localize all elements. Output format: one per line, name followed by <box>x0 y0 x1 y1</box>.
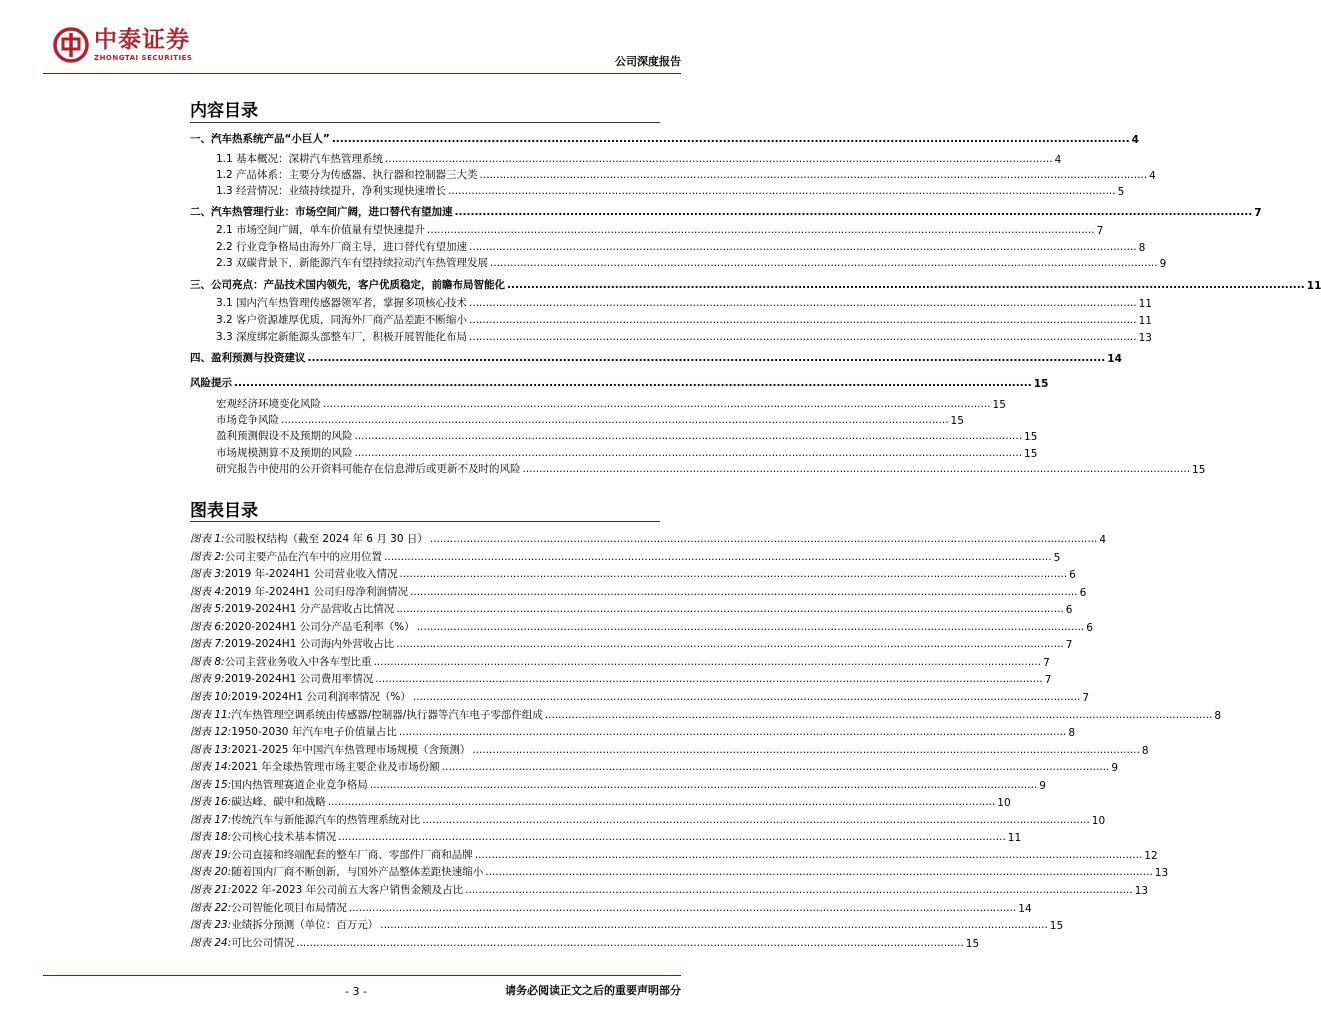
figure-page-number: 10 <box>997 797 1011 809</box>
figure-title-text: 2021-2025 年中国汽车热管理市场规模（含预测） <box>231 744 471 756</box>
figure-title-text: 2019 年-2024H1 公司归母净利润情况 <box>224 586 409 598</box>
figure-title-text: 2019 年-2024H1 公司营业收入情况 <box>224 568 398 580</box>
toc-page-number: 8 <box>1138 242 1146 254</box>
page-header <box>0 0 724 75</box>
figure-entry[interactable] <box>190 689 1090 704</box>
page-number: - 3 - <box>345 985 367 998</box>
figure-page-number: 15 <box>965 938 980 950</box>
figure-page-number: 7 <box>1043 657 1050 669</box>
figure-page-number: 4 <box>1099 534 1107 546</box>
figure-label: 图表 1: <box>190 533 225 545</box>
figure-label: 图表 8: <box>190 656 225 668</box>
figure-entry[interactable] <box>190 829 1022 844</box>
toc-leader-dots: ........................................................................................................................................................................................................ <box>307 352 1106 364</box>
toc-subentry[interactable] <box>216 295 1152 310</box>
toc-page-number: 14 <box>1107 353 1122 365</box>
figure-title-text: 公司智能化项目布局情况 <box>231 902 347 914</box>
toc-page-number: 15 <box>1033 378 1049 390</box>
toc-leader-dots: ........................................................................................................................................................................................................ <box>479 169 1148 181</box>
figure-entry[interactable] <box>190 654 1050 669</box>
toc-subentry[interactable] <box>216 445 1038 460</box>
toc-subentry[interactable] <box>216 396 1006 411</box>
figure-title-text: 2019-2024H1 分产品营收占比情况 <box>224 603 395 615</box>
header-divider <box>43 73 681 74</box>
figure-leader-dots: ........................................................................................................................................................................................................ <box>412 691 1081 703</box>
figure-label: 图表 23: <box>190 919 232 931</box>
toc-page-number: 15 <box>1192 464 1206 476</box>
figure-label: 图表 22: <box>190 902 232 914</box>
toc-entry-text: 2.3 双碳背景下，新能源汽车有望持续拉动汽车热管理发展 <box>216 257 489 269</box>
figure-leader-dots: ........................................................................................................................................................................................................ <box>348 902 1017 914</box>
figure-leader-dots: ........................................................................................................................................................................................................ <box>399 568 1068 580</box>
figure-title-text: 2022 年-2023 年公司前五大客户销售金额及占比 <box>231 884 464 896</box>
figure-title-text: 1950-2030 年汽车电子价值量占比 <box>231 726 397 738</box>
figure-label: 图表 21: <box>190 884 232 896</box>
toc-entry-text: 1.1 基本概况：深耕汽车热管理系统 <box>216 153 384 165</box>
toc-entry-text: 宏观经济环境变化风险 <box>216 398 321 410</box>
toc-entry-text: 研究报告中使用的公开资料可能存在信息滞后或更新不及时的风险 <box>216 463 521 475</box>
figure-title-text: 公司直接和终端配套的整车厂商、零部件厂商和品牌 <box>231 849 473 861</box>
figure-entry[interactable] <box>190 724 1076 739</box>
figure-title-text: 2019-2024H1 公司海内外营收占比 <box>224 638 395 650</box>
toc-subentry[interactable] <box>216 428 1038 443</box>
figure-entry[interactable] <box>190 636 1073 651</box>
figure-leader-dots: ........................................................................................................................................................................................................ <box>410 586 1078 598</box>
toc-subentry[interactable] <box>216 312 1152 327</box>
toc-page-number: 11 <box>1138 315 1152 327</box>
toc-heading-entry[interactable] <box>190 277 1321 292</box>
toc-subentry[interactable] <box>216 461 1206 476</box>
figure-entry[interactable] <box>190 935 980 950</box>
toc-page-number: 15 <box>992 399 1006 411</box>
zhongtai-logo-icon <box>53 27 89 63</box>
toc-leader-dots: ........................................................................................................................................................................................................ <box>385 153 1053 165</box>
toc-heading-entry[interactable] <box>190 131 1139 146</box>
figure-leader-dots: ........................................................................................................................................................................................................ <box>369 779 1038 791</box>
figure-leader-dots: ........................................................................................................................................................................................................ <box>416 621 1085 633</box>
figure-page-number: 9 <box>1111 762 1119 774</box>
toc-entry-text: 2.1 市场空间广阔，单车价值量有望快速提升 <box>216 224 426 236</box>
figure-leader-dots: ........................................................................................................................................................................................................ <box>327 796 996 808</box>
company-logo <box>53 27 192 63</box>
toc-leader-dots: ........................................................................................................................................................................................................ <box>469 297 1137 309</box>
footer-divider <box>43 975 681 976</box>
figure-leader-dots: ........................................................................................................................................................................................................ <box>474 849 1143 861</box>
toc-leader-dots: ........................................................................................................................................................................................................ <box>281 414 949 426</box>
toc-entry-text: 1.2 产品体系：主要分为传感器、执行器和控制器三大类 <box>216 169 478 181</box>
figure-leader-dots: ........................................................................................................................................................................................................ <box>485 866 1153 878</box>
toc-page-number: 7 <box>1254 207 1262 219</box>
figure-leader-dots: ........................................................................................................................................................................................................ <box>398 726 1067 738</box>
figure-page-number: 8 <box>1214 710 1222 722</box>
toc-entry-text: 四、盈利预测与投资建议 <box>190 352 306 364</box>
toc-entry-text: 市场规模测算不及预期的风险 <box>216 447 353 459</box>
figure-page-number: 7 <box>1044 674 1052 686</box>
toc-entry-text: 三、公司亮点：产品技术国内领先，客户优质稳定，前瞻布局智能化 <box>190 279 505 291</box>
figure-title-text: 2019-2024H1 公司费用率情况 <box>224 673 374 685</box>
figure-entry[interactable] <box>190 812 1106 827</box>
toc-entry-text: 3.3 深度绑定新能源头部整车厂，积极开展智能化布局 <box>216 331 468 343</box>
toc-page-number: 15 <box>1024 431 1038 443</box>
toc-entry-text: 3.1 国内汽车热管理传感器领军者，掌握多项核心技术 <box>216 297 468 309</box>
toc-leader-dots: ........................................................................................................................................................................................................ <box>469 314 1137 326</box>
toc-page-number: 7 <box>1096 225 1104 237</box>
figure-entry[interactable] <box>190 584 1087 599</box>
contents-title-divider <box>190 122 660 123</box>
figure-title-text: 公司主要产品在汽车中的应用位置 <box>224 551 383 563</box>
figure-leader-dots: ........................................................................................................................................................................................................ <box>396 638 1064 650</box>
figure-page-number: 6 <box>1065 604 1073 616</box>
figure-leader-dots: ........................................................................................................................................................................................................ <box>373 656 1042 668</box>
figure-leader-dots: ........................................................................................................................................................................................................ <box>441 761 1110 773</box>
figure-entry[interactable] <box>190 847 1158 862</box>
figure-leader-dots: ........................................................................................................................................................................................................ <box>396 603 1064 615</box>
figure-page-number: 15 <box>1049 920 1064 932</box>
figure-label: 图表 4: <box>190 586 225 598</box>
toc-leader-dots: ........................................................................................................................................................................................................ <box>448 185 1116 197</box>
toc-page-number: 4 <box>1131 134 1139 146</box>
figure-title-text: 可比公司情况 <box>231 937 295 949</box>
toc-subentry[interactable] <box>216 222 1104 237</box>
figure-entry[interactable] <box>190 917 1064 932</box>
figure-label: 图表 2: <box>190 551 225 563</box>
figure-page-number: 8 <box>1068 727 1076 739</box>
figure-title-text: 汽车热管理空调系统由传感器/控制器/执行器等汽车电子零部件组成 <box>231 709 543 721</box>
toc-subentry[interactable] <box>216 255 1167 270</box>
figure-title-text: 传统汽车与新能源汽车的热管理系统对比 <box>231 814 421 826</box>
toc-leader-dots: ........................................................................................................................................................................................................ <box>323 398 991 410</box>
toc-leader-dots: ........................................................................................................................................................................................................ <box>507 279 1305 291</box>
figure-entry[interactable] <box>190 864 1169 879</box>
figure-label: 图表 19: <box>190 849 232 861</box>
figure-label: 图表 24: <box>190 937 232 949</box>
figure-label: 图表 5: <box>190 603 225 615</box>
figures-title: 图表目录 <box>190 501 258 521</box>
figure-entry[interactable] <box>190 601 1073 616</box>
toc-subentry[interactable] <box>216 412 964 427</box>
toc-leader-dots: ........................................................................................................................................................................................................ <box>490 257 1158 269</box>
figure-title-text: 随着国内厂商不断创新，与国外产品整体差距快速缩小 <box>231 866 484 878</box>
toc-entry-text: 3.2 客户资源雄厚优质，同海外厂商产品差距不断缩小 <box>216 314 468 326</box>
figure-leader-dots: ........................................................................................................................................................................................................ <box>422 814 1090 826</box>
figure-title-text: 公司主营业务收入中各车型比重 <box>224 656 372 668</box>
figure-leader-dots: ........................................................................................................................................................................................................ <box>338 831 1006 843</box>
toc-heading-entry[interactable] <box>190 204 1262 219</box>
figure-leader-dots: ........................................................................................................................................................................................................ <box>380 919 1048 931</box>
figure-leader-dots: ........................................................................................................................................................................................................ <box>465 884 1133 896</box>
toc-page-number: 11 <box>1138 298 1152 310</box>
figure-label: 图表 6: <box>190 621 225 633</box>
figure-page-number: 14 <box>1018 903 1032 915</box>
figure-leader-dots: ........................................................................................................................................................................................................ <box>375 673 1043 685</box>
toc-page-number: 5 <box>1117 186 1125 198</box>
toc-leader-dots: ........................................................................................................................................................................................................ <box>427 224 1095 236</box>
figures-title-divider <box>190 521 660 522</box>
toc-entry-text: 1.3 经营情况：业绩持续提升，净利实现快速增长 <box>216 185 447 197</box>
figure-label: 图表 9: <box>190 673 225 685</box>
figure-page-number: 10 <box>1091 815 1106 827</box>
toc-leader-dots: ........................................................................................................................................................................................................ <box>354 430 1023 442</box>
figure-page-number: 12 <box>1144 850 1158 862</box>
figure-leader-dots: ........................................................................................................................................................................................................ <box>384 551 1052 563</box>
toc-page-number: 15 <box>1024 448 1038 460</box>
figure-label: 图表 20: <box>190 866 232 878</box>
figure-label: 图表 10: <box>190 691 232 703</box>
toc-subentry[interactable] <box>216 167 1156 182</box>
figure-page-number: 8 <box>1141 745 1149 757</box>
toc-subentry[interactable] <box>216 329 1152 344</box>
figure-title-text: 2021 年全球热管理市场主要企业及市场份额 <box>231 761 440 773</box>
figure-entry[interactable] <box>190 900 1032 915</box>
figure-label: 图表 17: <box>190 814 232 826</box>
figure-entry[interactable] <box>190 619 1093 634</box>
toc-entry-text: 市场竞争风险 <box>216 414 279 426</box>
toc-entry-text: 二、汽车热管理行业：市场空间广阔，进口替代有望加速 <box>190 206 453 218</box>
figure-label: 图表 14: <box>190 761 232 773</box>
toc-leader-dots: ........................................................................................................................................................................................................ <box>522 463 1191 475</box>
toc-leader-dots: ........................................................................................................................................................................................................ <box>454 206 1253 218</box>
figure-leader-dots: ........................................................................................................................................................................................................ <box>544 709 1213 721</box>
figure-label: 图表 16: <box>190 796 232 808</box>
figure-label: 图表 7: <box>190 638 225 650</box>
toc-subentry[interactable] <box>216 151 1062 166</box>
toc-page-number: 13 <box>1138 332 1152 344</box>
figure-label: 图表 13: <box>190 744 232 756</box>
toc-leader-dots: ........................................................................................................................................................................................................ <box>469 331 1137 343</box>
figure-entry[interactable] <box>190 671 1052 686</box>
contents-title: 内容目录 <box>190 101 258 121</box>
figure-page-number: 11 <box>1007 832 1022 844</box>
logo-chinese: 中泰证券 <box>94 27 190 53</box>
toc-entry-text: 2.2 行业竞争格局由海外厂商主导，进口替代有望加速 <box>216 241 468 253</box>
toc-page-number: 9 <box>1159 258 1167 270</box>
toc-leader-dots: ........................................................................................................................................................................................................ <box>234 377 1032 389</box>
figure-page-number: 7 <box>1065 639 1073 651</box>
figure-page-number: 13 <box>1134 885 1149 897</box>
figure-title-text: 公司股权结构（截至 2024 年 6 月 30 日） <box>224 533 428 545</box>
figure-title-text: 公司核心技术基本情况 <box>231 831 337 843</box>
toc-heading-entry[interactable] <box>190 375 1049 390</box>
toc-subentry[interactable] <box>216 183 1125 198</box>
figure-label: 图表 3: <box>190 568 225 580</box>
toc-leader-dots: ........................................................................................................................................................................................................ <box>331 133 1130 145</box>
toc-page-number: 11 <box>1306 280 1321 292</box>
toc-heading-entry[interactable] <box>190 350 1122 365</box>
figure-title-text: 国内热管理赛道企业竞争格局 <box>231 779 368 791</box>
figure-entry[interactable] <box>190 882 1149 897</box>
figure-page-number: 13 <box>1154 867 1169 879</box>
toc-leader-dots: ........................................................................................................................................................................................................ <box>354 447 1023 459</box>
figure-page-number: 6 <box>1079 587 1087 599</box>
figure-page-number: 6 <box>1086 622 1093 634</box>
figure-entry[interactable] <box>190 531 1107 546</box>
figure-entry[interactable] <box>190 566 1076 581</box>
toc-leader-dots: ........................................................................................................................................................................................................ <box>469 241 1137 253</box>
toc-entry-text: 一、汽车热系统产品“小巨人” <box>190 133 330 145</box>
figure-entry[interactable] <box>190 549 1061 564</box>
figure-entry[interactable] <box>190 742 1149 757</box>
figure-label: 图表 12: <box>190 726 232 738</box>
figure-leader-dots: ........................................................................................................................................................................................................ <box>296 937 964 949</box>
toc-subentry[interactable] <box>216 239 1146 254</box>
figure-title-text: 2019-2024H1 公司利润率情况（%） <box>231 691 411 703</box>
figure-title-text: 碳达峰、碳中和战略 <box>231 796 326 808</box>
toc-entry-text: 风险提示 <box>190 377 232 389</box>
figure-title-text: 业绩拆分预测（单位：百万元） <box>231 919 379 931</box>
disclaimer-text: 请务必阅读正文之后的重要声明部分 <box>505 984 681 997</box>
figure-page-number: 6 <box>1069 569 1076 581</box>
toc-entry-text: 盈利预测假设不及预期的风险 <box>216 430 353 442</box>
toc-page-number: 15 <box>950 415 964 427</box>
figure-entry[interactable] <box>190 777 1046 792</box>
logo-english: ZHONGTAI SECURITIES <box>94 54 193 62</box>
toc-page-number: 4 <box>1054 154 1062 166</box>
figure-entry[interactable] <box>190 794 1011 809</box>
figure-label: 图表 11: <box>190 709 232 721</box>
figure-title-text: 2020-2024H1 公司分产品毛利率（%） <box>224 621 415 633</box>
figure-page-number: 7 <box>1082 692 1090 704</box>
figure-leader-dots: ........................................................................................................................................................................................................ <box>472 744 1140 756</box>
report-type-label: 公司深度报告 <box>615 55 681 68</box>
toc-page-number: 4 <box>1149 170 1156 182</box>
figure-label: 图表 15: <box>190 779 232 791</box>
figure-page-number: 5 <box>1053 552 1061 564</box>
figure-entry[interactable] <box>190 707 1222 722</box>
figure-label: 图表 18: <box>190 831 232 843</box>
figure-leader-dots: ........................................................................................................................................................................................................ <box>429 533 1098 545</box>
figure-page-number: 9 <box>1039 780 1046 792</box>
figure-entry[interactable] <box>190 759 1119 774</box>
